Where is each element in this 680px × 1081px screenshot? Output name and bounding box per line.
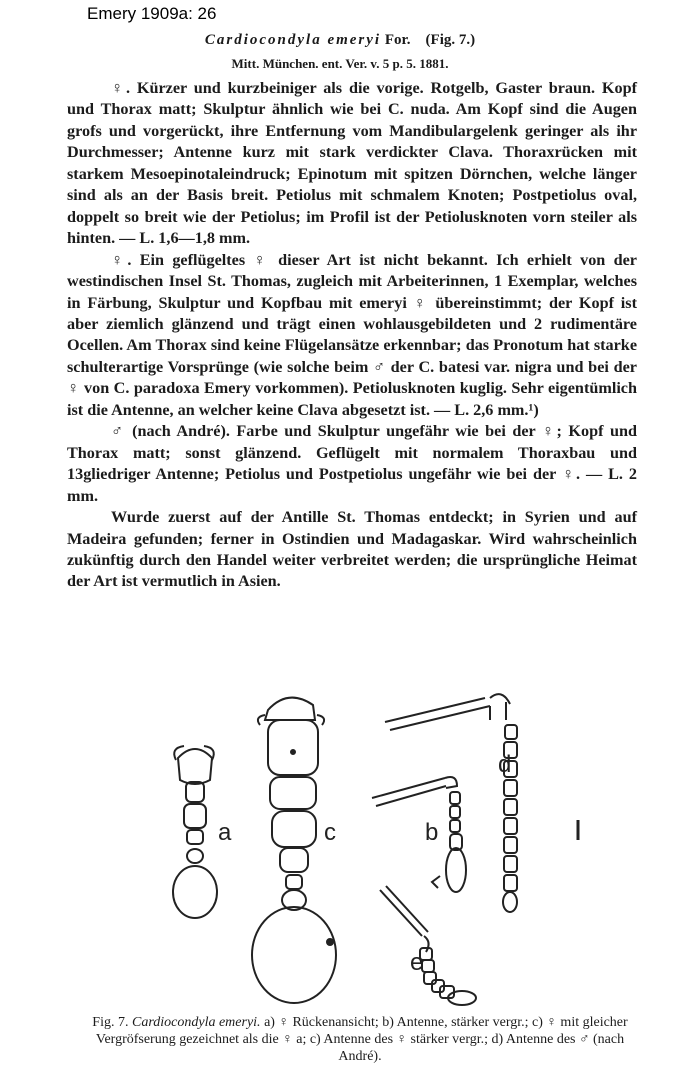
antenna-e-drawing	[380, 886, 476, 1005]
figure-drawing	[140, 680, 600, 1010]
antenna-b-drawing	[372, 777, 466, 892]
female-c-drawing	[252, 698, 336, 1003]
paragraph-worker: ♀. Kürzer und kurzbeiniger als die vorige. Rotgelb, Gaster braun. Kopf und Thorax matt; Skulptur ähnlich wie bei C. nuda. Am Kopf sind die Augen grofs und vorgerückt, ihre Entfernung vom Mandibulargelenk geringer als ihr Durchmesser; Antenne kurz mit stark verdickter Clava. Thoraxrücken mit starkem Mesoepinotaleindruck; Epinotum mit spitzen Dörnchen, welche länger sind als an der Basis breit. Petiolus mit schmalem Knoten; Postpetiolus oval, doppelt so breit wie der Petiolus; im Profil ist der Petiolusknoten vorn steiler als hinten. — L. 1,6—1,8 mm.	[67, 79, 637, 248]
label-a: a	[218, 819, 232, 846]
ant-illustration	[140, 680, 600, 1010]
figure-caption	[75, 1014, 645, 1065]
source-tag: Emery 1909a: 26	[87, 4, 217, 23]
caption-fig: Fig. 7.	[92, 1015, 129, 1030]
species-title	[0, 32, 680, 49]
species-author: For.	[384, 32, 411, 48]
paragraph-distribution: Wurde zuerst auf der Antille St. Thomas entdeckt; in Syrien und auf Madeira gefunden; ferner in Ostindien und Madagaskar. Wird wahrscheinlich zukünftig durch den Handel weiter verbreitet werden; die ursprüngliche Heimat der Art ist vermutlich in Asien.	[67, 508, 637, 591]
caption-species: Cardiocondyla emeryi.	[131, 1015, 261, 1030]
label-e: e	[410, 949, 424, 976]
label-b: b	[425, 819, 439, 846]
citation: Mitt. München. ent. Ver. v. 5 p. 5. 1881.	[231, 56, 449, 71]
caption-text: a) ♀ Rückenansicht; b) Antenne, stärker vergr.; c) ♀ mit gleicher Vergröfserung gezeichnet als die ♀ a; c) Antenne des ♀ stärker vergr.; d) Antenne des ♂ (nach André).	[95, 1015, 628, 1064]
paragraph-male: ♂ (nach André). Farbe und Skulptur ungefähr wie bei der ♀; Kopf und Thorax matt; sonst glänzend. Geflügelt mit normalem Thoraxbau und 13gliedriger Antenne; Petiolus und Postpetiolus ungefähr wie bei der ♀. — L. 2 mm.	[67, 422, 637, 505]
worker-a-drawing	[173, 746, 217, 918]
label-d: d	[498, 751, 512, 778]
figure-reference: (Fig. 7.)	[425, 32, 476, 48]
body-text	[67, 78, 637, 593]
species-name: Cardiocondyla emeryi	[204, 32, 382, 48]
label-c: c	[324, 819, 336, 846]
paragraph-female: ♀. Ein geflügeltes ♀ dieser Art ist nicht bekannt. Ich erhielt von der westindischen Insel St. Thomas, zugleich mit Arbeiterinnen, 1 Exemplar, welches in Färbung, Skulptur und Kopfbau mit emeryi ♀ übereinstimmt; der Kopf ist aber ziemlich glänzend und trägt einen wohlausgebildeten und 2 rudimentäre Ocellen. Am Thorax sind keine Flügelansätze erkennbar; das Pronotum hat starke schulterartige Vorsprünge (wie solche beim ♂ der C. batesi var. nigra und bei der ♀ von C. paradoxa Emery vorkommen). Petiolusknoten kuglig. Sehr eigentümlich ist die Antenne, an welcher keine Clava abgesetzt ist. — L. 2,6 mm.¹)	[67, 250, 637, 419]
